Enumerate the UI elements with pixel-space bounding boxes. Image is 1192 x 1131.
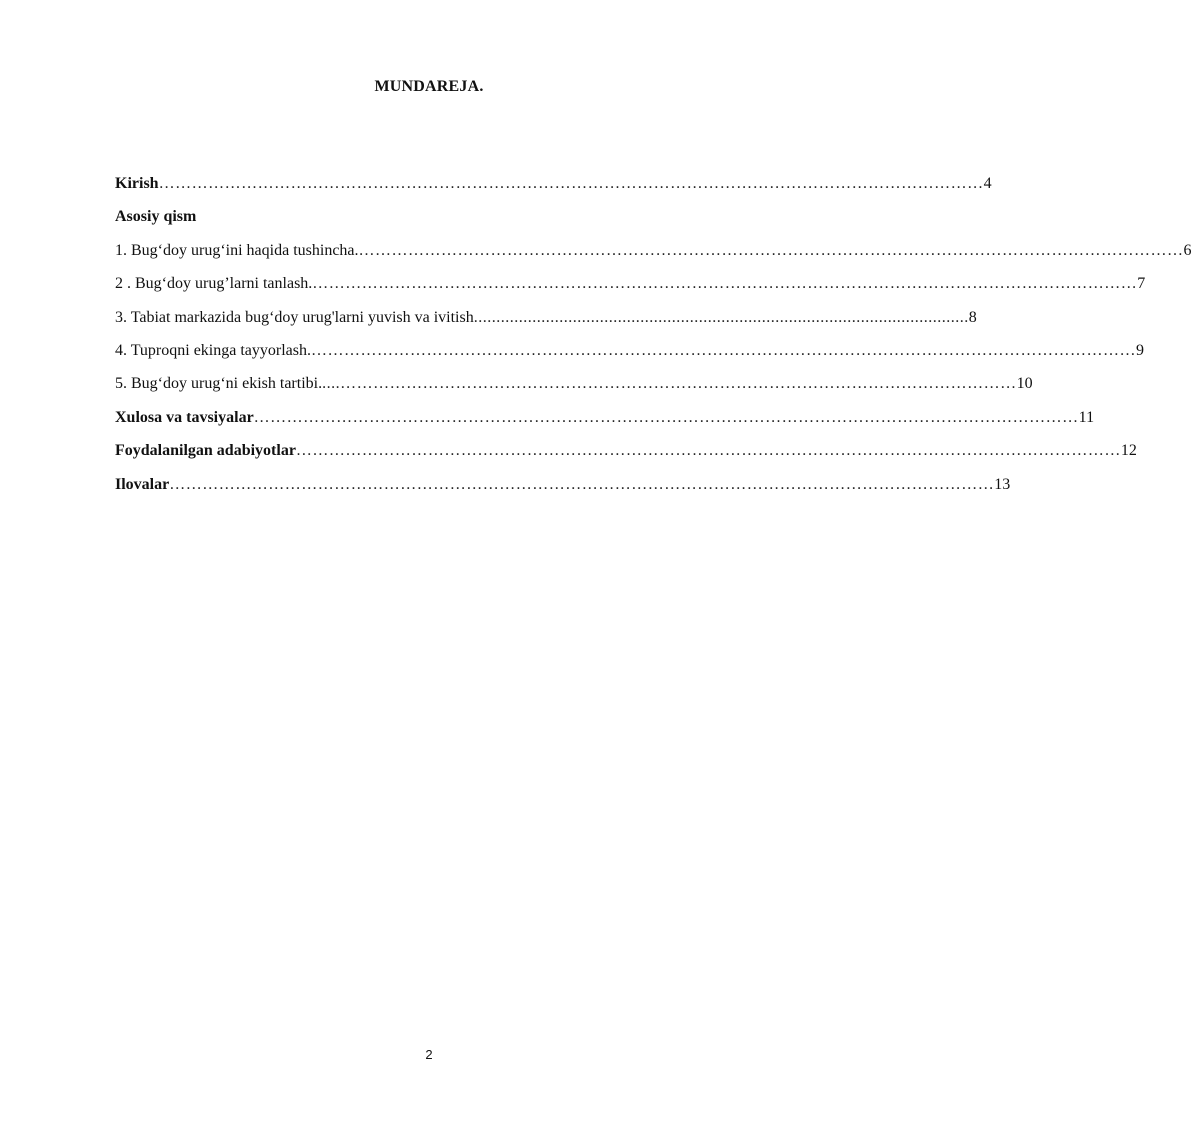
toc-entry-page: 6 bbox=[1183, 241, 1192, 259]
toc-entry-label: Foydalanilgan adabiyotlar bbox=[115, 442, 296, 460]
toc-entry-label: 3. Tabiat markazida bug‘doy urug'larni yuvish va ivitish bbox=[115, 308, 474, 326]
dot-leader: …………………………………………………………………………………………………………………………………… bbox=[295, 442, 1121, 460]
toc-entry-page: 13 bbox=[994, 475, 1011, 493]
toc-entry-page: 10 bbox=[1016, 375, 1033, 393]
dot-leader: …………………………………………………………………………………………………………………………………… bbox=[158, 175, 984, 192]
toc-entry-references[interactable] bbox=[115, 442, 1137, 464]
dot-leader: …………………………………………………………………………………………………………………………………… bbox=[312, 275, 1138, 293]
toc-entry-label: Xulosa va tavsiyalar bbox=[115, 408, 254, 426]
toc-entry-label: 2 . Bug‘doy urug’larni tanlash. bbox=[115, 275, 313, 293]
toc-entry-5[interactable] bbox=[115, 375, 1033, 397]
toc-entry-4[interactable] bbox=[115, 341, 1144, 364]
toc-entry-label: 4. Tuproqni ekinga tayyorlash. bbox=[115, 341, 311, 359]
page-title: MUNDAREJA. bbox=[374, 78, 484, 95]
toc-entry-appendix[interactable] bbox=[115, 475, 1011, 498]
toc-entry-label: 5. Bug‘doy urug‘ni ekish tartibi. bbox=[115, 375, 323, 393]
dot-leader: ....…………………………………………………………………………………………………………… bbox=[322, 375, 1017, 393]
toc-entry-page: 7 bbox=[1137, 275, 1146, 293]
table-of-contents bbox=[115, 175, 1192, 509]
page-number: 2 bbox=[425, 1047, 433, 1062]
toc-entry-conclusion[interactable] bbox=[115, 408, 1095, 431]
toc-entry-page: 8 bbox=[968, 308, 977, 326]
toc-entry-intro[interactable] bbox=[115, 175, 992, 197]
toc-entry-1[interactable] bbox=[115, 241, 1192, 264]
dot-leader: …………………………………………………………………………………………………………………………………… bbox=[169, 475, 995, 493]
toc-entry-page: 4 bbox=[983, 175, 992, 192]
toc-entry-page: 11 bbox=[1078, 408, 1095, 426]
dot-leader: …………………………………………………………………………………………………………………………………… bbox=[253, 408, 1079, 426]
toc-section-heading: Asosiy qism bbox=[115, 208, 197, 226]
toc-entry-page: 9 bbox=[1136, 341, 1144, 359]
toc-entry-label: Kirish bbox=[115, 175, 159, 192]
toc-entry-2[interactable] bbox=[115, 275, 1146, 297]
toc-entry-3[interactable] bbox=[115, 308, 977, 331]
dot-leader: .............................................................................................................. bbox=[473, 308, 969, 326]
dot-leader: …………………………………………………………………………………………………………………………………… bbox=[358, 241, 1184, 259]
toc-entry-label: Ilovalar bbox=[115, 475, 170, 493]
toc-entry-label: 1. Bug‘doy urug‘ini haqida tushincha. bbox=[115, 241, 359, 259]
dot-leader: …………………………………………………………………………………………………………………………………… bbox=[311, 341, 1136, 359]
toc-entry-page: 12 bbox=[1120, 442, 1137, 460]
